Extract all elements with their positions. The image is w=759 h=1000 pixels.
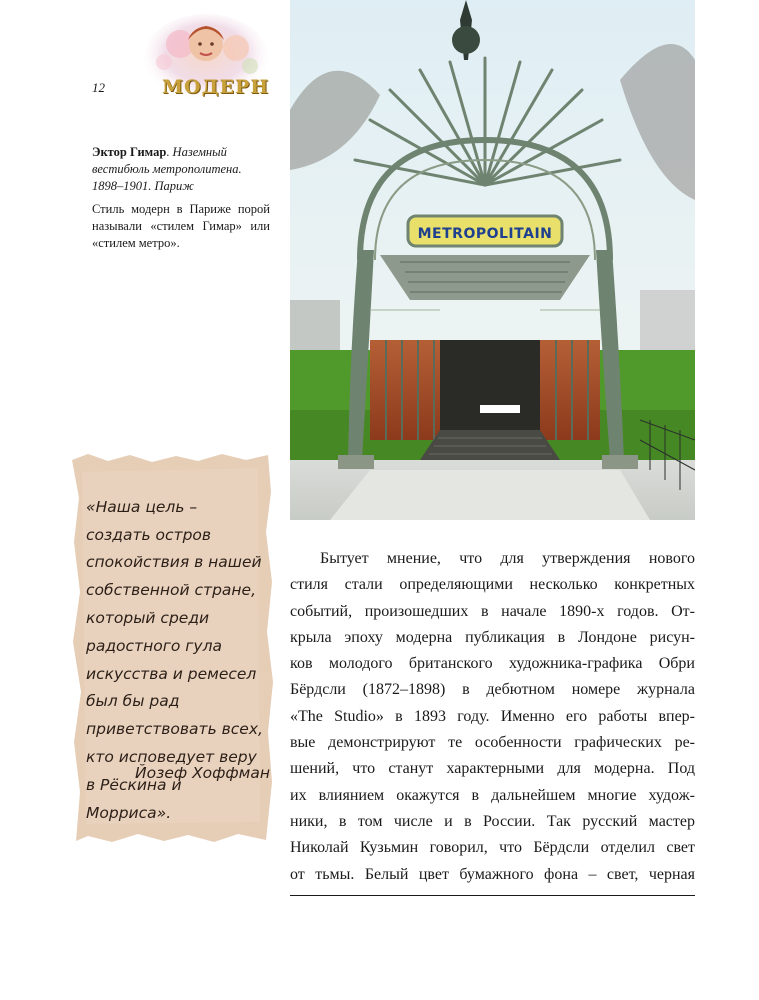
page-number: 12: [92, 80, 105, 95]
body-line: Бытует мнение, что для утверждения нового: [320, 550, 695, 567]
caption-title: Наземный вестибюль метрополитена. 1898–1901. Париж: [92, 145, 242, 193]
quote-line: в Рёскина и Морриса».: [86, 775, 182, 822]
quote-line: радостного гула: [86, 636, 222, 655]
quote-box: [68, 452, 274, 844]
body-paragraph: [290, 546, 695, 888]
quote-line: собственной стране,: [86, 581, 257, 600]
body-line: стиля стали определяющими несколько конкретных: [290, 576, 695, 594]
body-line: шений, что станут характерными для модерна. Под: [290, 760, 695, 778]
quote-author: Йозеф Хоффман: [135, 764, 270, 782]
metro-sign-text: METROPOLITAIN: [417, 226, 553, 242]
caption-heading: Эктор Гимар. Наземный вестибюль метрополитена. 1898–1901. Париж: [92, 145, 242, 193]
caption-author: Эктор Гимар: [92, 145, 167, 159]
body-line: ков молодого британского художника-графика Обри: [290, 655, 695, 673]
quote-line: приветствовать всех,: [86, 720, 263, 739]
body-line: от тьмы. Белый цвет бумажного фона – свет, черная: [290, 865, 695, 883]
quote-line: искусства и ремесел: [86, 664, 257, 683]
body-line: крыла эпоху модерна публикация в Лондоне рисун-: [290, 628, 695, 646]
quote-line: кто исповедует веру: [86, 747, 257, 766]
caption-note: Стиль модерн в Париже порой называли «стилем Гимар» или «стилем метро».: [92, 202, 270, 250]
footer-rule: [290, 895, 695, 896]
quote-line: который среди: [86, 608, 210, 627]
metro-entrance-photo: [290, 0, 695, 520]
quote-line: был бы рад: [86, 692, 180, 711]
body-line: Николай Кузьмин говорил, что Бёрдсли отделил свет: [290, 839, 695, 857]
quote-line: спокойствия в нашей: [86, 553, 262, 572]
body-line: их влиянием окажутся в дальнейшем многие худож-: [290, 786, 695, 804]
body-line: «The Studio» в 1893 году. Именно его работы впер-: [290, 707, 695, 725]
photo-caption: [92, 144, 270, 252]
body-line: событий, произошедших в начале 1890-х годов. От-: [290, 602, 695, 620]
quote-line: создать остров: [86, 525, 212, 544]
body-line: вые демонстрируют те особенности графических ре-: [290, 734, 695, 752]
logo-text: МОДЕРН: [162, 76, 270, 98]
body-line: Бёрдсли (1872–1898) в дебютном номере журнала: [290, 681, 695, 699]
body-line: ники, в том числе и в России. Так русский мастер: [290, 812, 695, 830]
quote-line: «Наша цель –: [86, 497, 198, 516]
header-logo: [140, 14, 272, 106]
